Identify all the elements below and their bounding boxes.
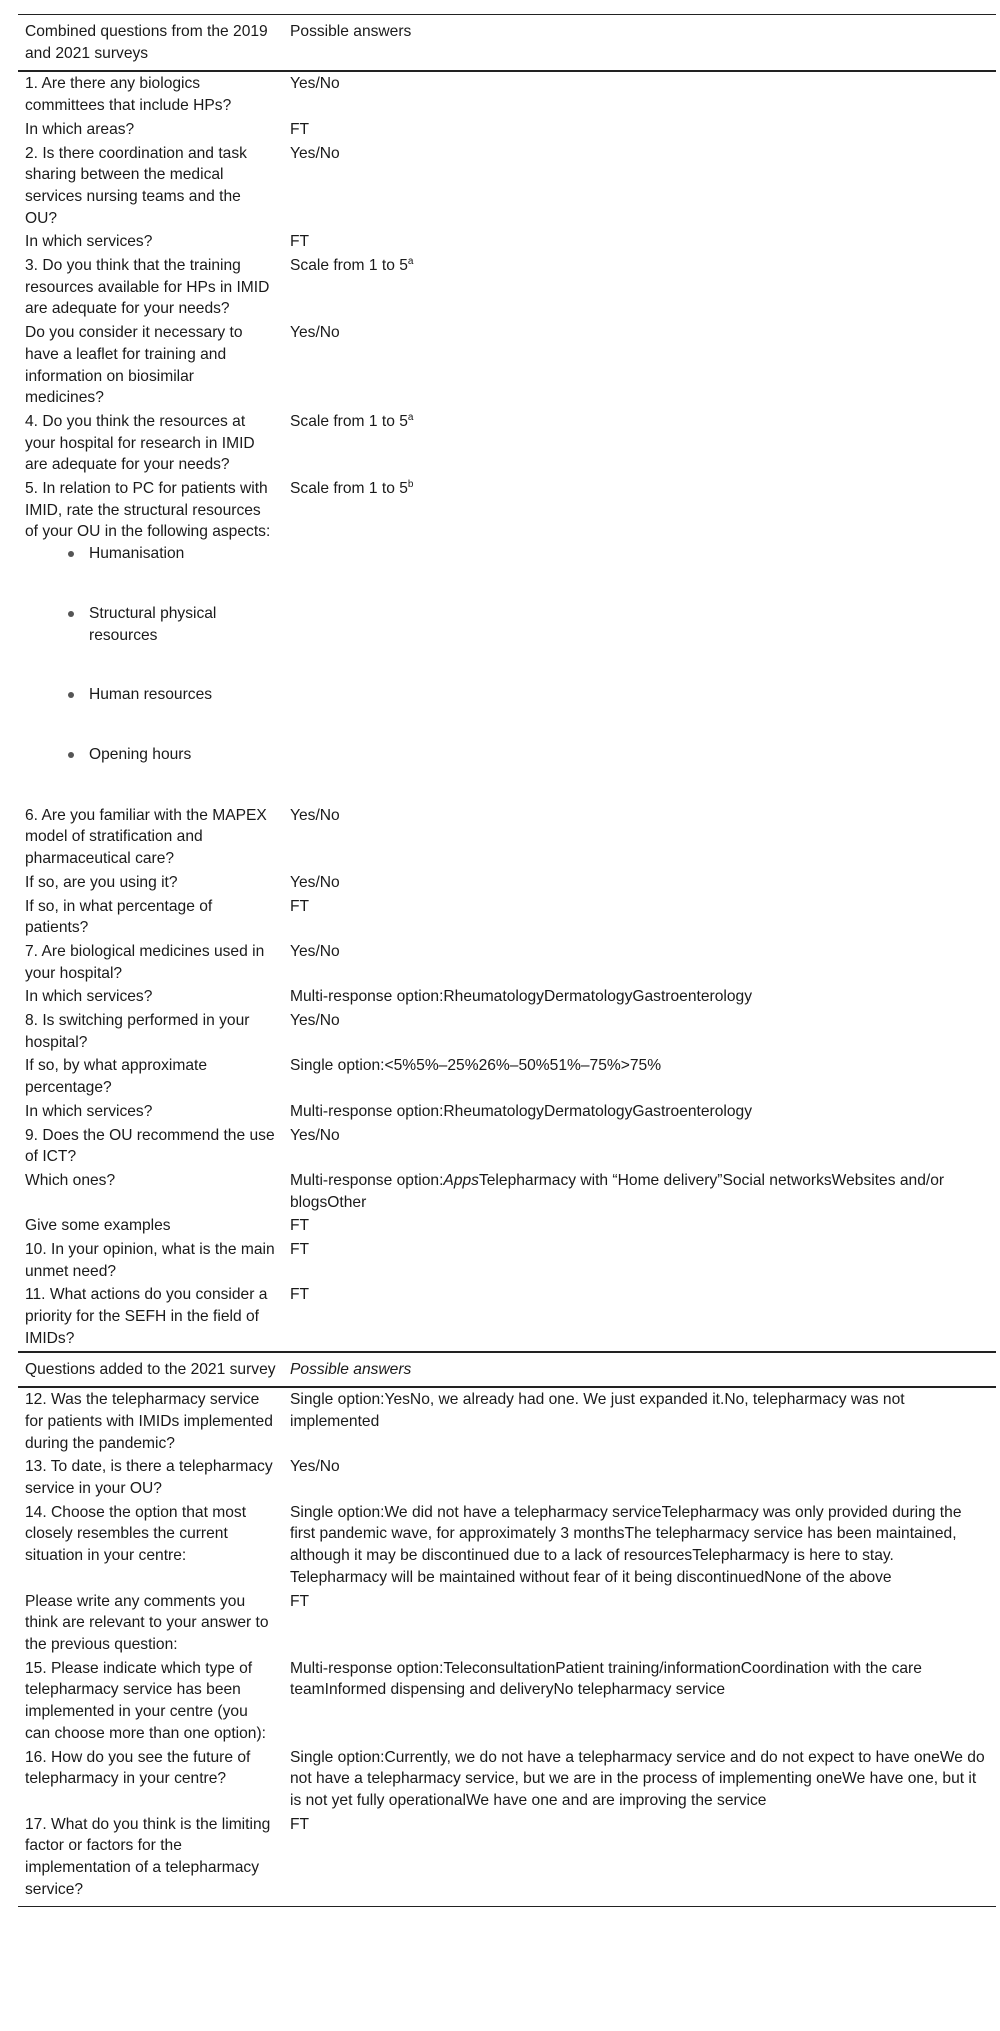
question-cell: Which ones?	[25, 1171, 116, 1189]
header-questions: Combined questions from the 2019 and 2021 surveys	[25, 23, 268, 62]
bullet-icon	[68, 611, 74, 617]
header-questions-2021: Questions added to the 2021 survey	[25, 1360, 276, 1378]
second-header-group	[18, 1352, 996, 1388]
table-row	[18, 871, 996, 895]
answer-cell	[283, 1657, 996, 1746]
question-cell: 9. Does the OU recommend the use of ICT?	[25, 1126, 275, 1166]
header-answers: Possible answers	[290, 23, 412, 40]
answer-text: Yes/No	[290, 324, 340, 342]
answer-cell	[283, 477, 996, 804]
table-row	[18, 321, 996, 410]
answer-text: Scale from 1 to 5	[290, 412, 408, 430]
answer-text: Yes/No	[290, 806, 340, 824]
aspect-list-item	[25, 744, 277, 766]
aspect-label: Human resources	[89, 686, 213, 704]
rows-group-ict	[18, 1169, 996, 1214]
table-row	[18, 1054, 996, 1099]
answer-cell	[283, 1054, 996, 1099]
answer-text: Scale from 1 to 5	[290, 257, 408, 275]
answer-cell	[283, 1283, 996, 1351]
header-answers-2021: Possible answers	[290, 1360, 412, 1378]
answer-cell	[283, 1746, 996, 1813]
question-cell: In which areas?	[25, 120, 135, 138]
table-row	[18, 71, 996, 117]
answer-cell	[283, 1238, 996, 1283]
answer-text: Yes/No	[290, 144, 340, 162]
footnote-marker: a	[407, 255, 414, 267]
bullet-icon	[68, 752, 74, 758]
answer-cell	[283, 871, 996, 895]
aspect-label: Opening hours	[89, 745, 192, 763]
answer-text: Multi-response option:TeleconsultationPatient training/informationCoordination with the care teamInformed dispensing and deliveryNo telepharmacy service	[290, 1659, 922, 1699]
question-cell: 15. Please indicate which type of telepharmacy service has been implemented in your centre (you can choose more than one option):	[25, 1659, 266, 1742]
table-row	[18, 1009, 996, 1054]
question-cell: 4. Do you think the resources at your hospital for research in IMID are adequate for your needs?	[25, 412, 255, 474]
answer-cell	[283, 985, 996, 1009]
answer-cell	[283, 1100, 996, 1124]
answer-text: Multi-response option:RheumatologyDermatologyGastroenterology	[290, 988, 752, 1006]
table-row	[18, 1387, 996, 1455]
table-row	[18, 410, 996, 477]
answer-text: Yes/No	[290, 1458, 340, 1476]
answer-text: FT	[290, 120, 310, 138]
answer-text: FT	[290, 897, 310, 915]
answer-text: Yes/No	[290, 942, 340, 960]
table-row	[18, 477, 996, 804]
answer-cell	[283, 1590, 996, 1657]
table-header-row-2021	[18, 1352, 996, 1388]
answer-cell	[283, 410, 996, 477]
answer-cell	[283, 1169, 996, 1214]
answer-cell	[283, 895, 996, 940]
question-cell: 14. Choose the option that most closely resembles the current situation in your centre:	[25, 1503, 247, 1565]
question-cell: In which services?	[25, 1102, 153, 1120]
table-row	[18, 1590, 996, 1657]
table-row	[18, 1124, 996, 1169]
question-cell: Please write any comments you think are relevant to your answer to the previous question:	[25, 1592, 269, 1653]
answer-text: FT	[290, 1815, 310, 1833]
table-row	[18, 895, 996, 940]
table-row	[18, 1238, 996, 1283]
survey-table-container	[18, 14, 996, 1907]
question-cell: 6. Are you familiar with the MAPEX model of stratification and pharmaceutical care?	[25, 806, 267, 868]
bullet-icon	[68, 692, 74, 698]
answer-text: FT	[290, 1286, 310, 1304]
question-cell: 10. In your opinion, what is the main unmet need?	[25, 1241, 275, 1280]
aspect-list-item	[25, 543, 277, 565]
answer-italic: Apps	[443, 1171, 479, 1189]
table-row	[18, 1501, 996, 1590]
aspect-label: Humanisation	[89, 545, 185, 563]
footnote-marker: b	[407, 478, 414, 490]
table-row	[18, 142, 996, 231]
table-row	[18, 1214, 996, 1238]
table-row	[18, 1657, 996, 1746]
answer-text: Yes/No	[290, 873, 340, 891]
table-row	[18, 1746, 996, 1813]
answer-cell	[283, 804, 996, 871]
question-cell	[18, 477, 283, 804]
table-row	[18, 1169, 996, 1214]
answer-cell	[283, 142, 996, 231]
question-cell: If so, by what approximate percentage?	[25, 1057, 208, 1097]
rows-group-q5	[18, 477, 996, 804]
question-cell: 17. What do you think is the limiting factor or factors for the implementation of a telepharmacy service?	[25, 1815, 271, 1898]
question-cell: In which services?	[25, 233, 153, 251]
rows-group-2	[18, 804, 996, 1169]
answer-cell	[283, 1387, 996, 1455]
answer-text: Single option:Currently, we do not have a telepharmacy service and do not expect to have oneWe do not have a telepharmacy service, but we are in the process of implementing oneWe have one, but it is not yet fully operationalWe have one and are improving the service	[290, 1748, 985, 1809]
table-row	[18, 254, 996, 321]
question-cell: 3. Do you think that the training resources available for HPs in IMID are adequate for your needs?	[25, 257, 270, 318]
answer-text: Yes/No	[290, 75, 340, 93]
rows-group-4	[18, 1387, 996, 1907]
rows-group-1	[18, 71, 996, 477]
table-row	[18, 1100, 996, 1124]
survey-questions-table	[18, 14, 996, 1907]
question-cell: 12. Was the telepharmacy service for patients with IMIDs implemented during the pandemic?	[25, 1391, 273, 1452]
aspect-label: Structural physical resources	[89, 604, 217, 644]
answer-cell	[283, 1455, 996, 1500]
answer-text: FT	[290, 1217, 310, 1235]
question-cell: In which services?	[25, 988, 153, 1006]
table-row	[18, 118, 996, 142]
aspect-list-item	[25, 684, 277, 706]
answer-text: FT	[290, 1241, 310, 1259]
question-cell: 1. Are there any biologics committees that include HPs?	[25, 75, 232, 115]
table-row	[18, 804, 996, 871]
question-cell: 2. Is there coordination and task sharing between the medical services nursing teams and the OU?	[25, 144, 247, 227]
answer-cell	[283, 1501, 996, 1590]
answer-text: Multi-response option:RheumatologyDermatologyGastroenterology	[290, 1102, 752, 1120]
answer-cell	[283, 1009, 996, 1054]
question-cell: 7. Are biological medicines used in your hospital?	[25, 942, 265, 982]
answer-text: Single option:<5%5%–25%26%–50%51%–75%>75%	[290, 1057, 662, 1075]
answer-text: FT	[290, 233, 310, 251]
answer-cell	[283, 254, 996, 321]
answer-cell	[283, 230, 996, 254]
table-row	[18, 940, 996, 985]
rows-group-3	[18, 1214, 996, 1351]
aspect-list	[25, 543, 277, 766]
question-cell: Do you consider it necessary to have a leaflet for training and information on biosimilar medicines?	[25, 324, 243, 407]
table-row	[18, 230, 996, 254]
question-cell: If so, are you using it?	[25, 873, 178, 891]
table-header-row	[18, 15, 996, 72]
answer-cell	[283, 71, 996, 117]
answer-cell	[283, 940, 996, 985]
answer-cell	[283, 321, 996, 410]
question-cell: 8. Is switching performed in your hospital?	[25, 1012, 250, 1051]
answer-cell	[283, 118, 996, 142]
question-cell: 11. What actions do you consider a priority for the SEFH in the field of IMIDs?	[25, 1286, 268, 1347]
answer-text: Single option:We did not have a telepharmacy serviceTelepharmacy was only provided during the first pandemic wave, for approximately 3 monthsThe telepharmacy service has been maintained, although it may be discontinued due to a lack of resourcesTelepharmacy is here to stay. Telepharmacy will be maintained without fear of it being discontinuedNone of the above	[290, 1503, 962, 1586]
question-cell: Give some examples	[25, 1217, 171, 1235]
table-row	[18, 1455, 996, 1500]
answer-text: Scale from 1 to 5	[290, 480, 408, 498]
answer-cell	[283, 1214, 996, 1238]
table-row	[18, 1283, 996, 1351]
question-cell: 13. To date, is there a telepharmacy service in your OU?	[25, 1458, 273, 1498]
answer-text: FT	[290, 1592, 310, 1610]
footnote-marker: a	[407, 411, 414, 423]
answer-rest: Telepharmacy with “Home delivery”Social networksWebsites and/or blogsOther	[290, 1171, 945, 1211]
answer-cell	[283, 1124, 996, 1169]
answer-prefix: Multi-response option:	[290, 1171, 444, 1189]
question-text: 5. In relation to PC for patients with IMID, rate the structural resources of your OU in the following aspects:	[25, 480, 271, 541]
table-row	[18, 1813, 996, 1907]
bullet-icon	[68, 551, 74, 557]
answer-text: Single option:YesNo, we already had one. We just expanded it.No, telepharmacy was not implemented	[290, 1391, 905, 1430]
question-cell: 16. How do you see the future of telepharmacy in your centre?	[25, 1748, 251, 1788]
table-row	[18, 985, 996, 1009]
answer-text: Yes/No	[290, 1126, 340, 1144]
answer-cell	[283, 1813, 996, 1907]
question-cell: If so, in what percentage of patients?	[25, 897, 213, 937]
aspect-list-item	[25, 603, 277, 646]
answer-text: Yes/No	[290, 1012, 340, 1030]
